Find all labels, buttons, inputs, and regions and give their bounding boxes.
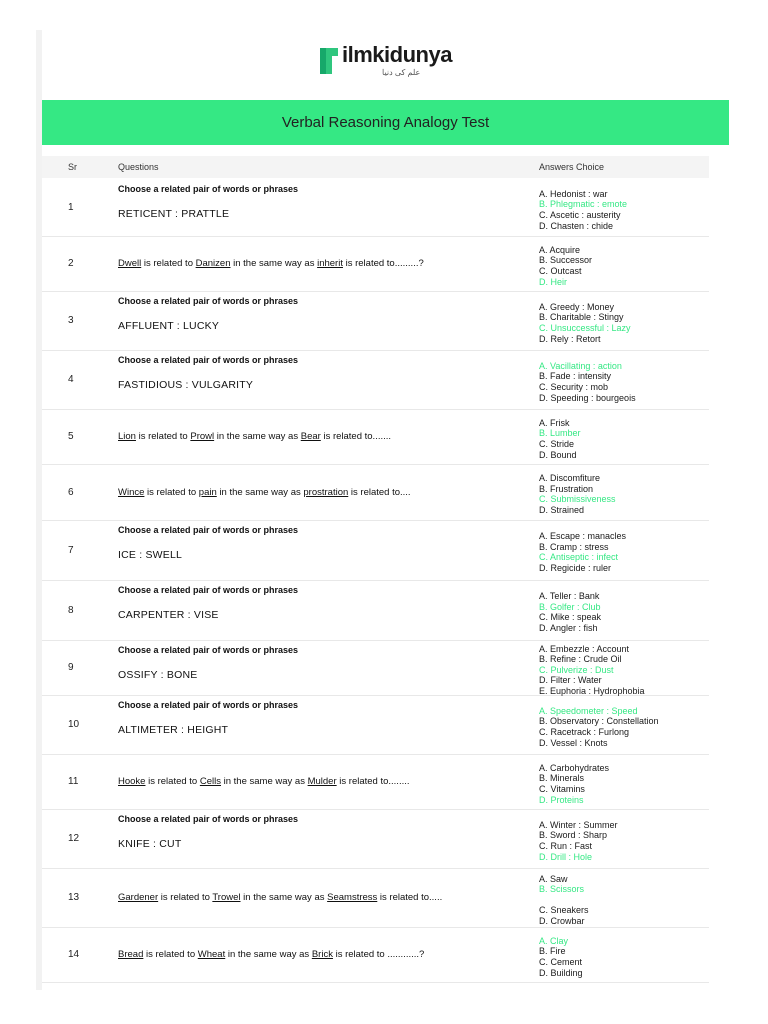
correct-answer-option: C. Pulverize : Dust xyxy=(539,664,614,675)
underlined-term: Hooke xyxy=(118,776,146,787)
table-row xyxy=(42,180,709,237)
question-number: 1 xyxy=(68,202,74,213)
underlined-term: Prowl xyxy=(190,431,215,442)
word-pair: ICE : SWELL xyxy=(118,549,183,561)
question-number: 12 xyxy=(68,833,80,844)
answer-option: C. Ascetic : austerity xyxy=(539,209,621,220)
answer-option: D. Speeding : bourgeois xyxy=(539,392,636,403)
table-row xyxy=(42,869,709,928)
answer-option: D. Crowbar xyxy=(539,915,585,926)
table-row xyxy=(42,351,709,410)
answer-choices xyxy=(539,361,636,403)
answer-option: B. Minerals xyxy=(539,773,585,784)
answer-option: A. Discomfiture xyxy=(539,473,601,484)
question-text: Lion is related to Prowl in the same way as Bear is related to....... xyxy=(118,431,392,442)
answer-option: B. Cramp : stress xyxy=(539,541,609,552)
question-number: 8 xyxy=(68,604,74,616)
underlined-term: Dwell xyxy=(118,258,142,269)
answer-choices xyxy=(539,644,645,697)
answer-option: C. Sneakers xyxy=(539,905,589,916)
answer-option: C. Mike : speak xyxy=(539,612,602,623)
table-row xyxy=(42,237,709,292)
question-text xyxy=(118,700,498,736)
question-text xyxy=(118,645,498,681)
answer-choices xyxy=(539,531,626,573)
question-number: 2 xyxy=(68,258,74,269)
question-text: Wince is related to pain in the same way as prostration is related to.... xyxy=(118,486,411,498)
answer-option: C. Outcast xyxy=(539,265,582,276)
answer-option: C. Racetrack : Furlong xyxy=(539,726,630,737)
answer-option: A. Carbohydrates xyxy=(539,762,610,773)
table-row xyxy=(42,641,709,696)
title-banner xyxy=(42,100,729,145)
correct-answer-option: B. Scissors xyxy=(539,884,585,895)
answer-choices xyxy=(539,473,616,515)
question-text xyxy=(118,814,498,850)
table-row xyxy=(42,696,709,755)
question-stem: Choose a related pair of words or phrases xyxy=(118,700,299,710)
question-number: 11 xyxy=(68,776,79,787)
header-answers: Answers Choice xyxy=(539,162,605,172)
word-pair: AFFLUENT : LUCKY xyxy=(118,320,220,332)
question-stem: Choose a related pair of words or phrases xyxy=(118,585,299,595)
question-stem: Choose a related pair of words or phrases xyxy=(118,355,299,365)
underlined-term: Brick xyxy=(311,949,333,960)
page-title: Verbal Reasoning Analogy Test xyxy=(281,114,490,131)
logo-wordmark: ilmkidunya xyxy=(342,42,452,67)
word-pair: RETICENT : PRATTLE xyxy=(118,208,230,220)
correct-answer-option: B. Golfer : Club xyxy=(539,601,601,612)
answer-option: C. Stride xyxy=(539,438,575,449)
question-text: Hooke is related to Cells in the same way as Mulder is related to........ xyxy=(118,776,410,787)
correct-answer-option: D. Drill : Hole xyxy=(539,851,593,862)
answer-option: C. Cement xyxy=(539,956,583,967)
correct-answer-option: D. Proteins xyxy=(539,794,584,805)
question-text: Dwell is related to Danizen in the same way as inherit is related to.........? xyxy=(118,258,424,269)
correct-answer-option: A. Clay xyxy=(539,935,569,946)
answer-option: D. Regicide : ruler xyxy=(539,563,612,574)
answer-option: B. Fade : intensity xyxy=(539,371,612,382)
underlined-term: Gardener xyxy=(118,892,159,903)
answer-option: B. Fire xyxy=(539,946,566,957)
correct-answer-option: A. Vacillating : action xyxy=(539,360,622,371)
answer-option: D. Building xyxy=(539,967,583,978)
answer-choices xyxy=(539,763,609,805)
answer-option: C. Vitamins xyxy=(539,783,585,794)
answer-choices xyxy=(539,820,618,862)
answer-choices xyxy=(539,706,659,748)
question-number: 10 xyxy=(68,719,80,730)
question-text xyxy=(118,585,498,621)
answer-choices xyxy=(539,245,592,287)
underlined-term: Wheat xyxy=(197,949,226,960)
answer-option: B. Sword : Sharp xyxy=(539,830,608,841)
question-number: 3 xyxy=(68,315,74,326)
table-row xyxy=(42,928,709,983)
answer-option: B. Refine : Crude Oil xyxy=(539,654,622,665)
question-number: 6 xyxy=(68,486,74,498)
answer-option: A. Teller : Bank xyxy=(539,591,600,602)
word-pair: FASTIDIOUS : VULGARITY xyxy=(118,379,254,391)
underlined-term: prostration xyxy=(303,486,349,498)
answer-option: D. Rely : Retort xyxy=(539,333,601,344)
answer-option: A. Acquire xyxy=(539,244,581,255)
correct-answer-option: B. Phlegmatic : emote xyxy=(539,199,628,210)
answer-option: D. Filter : Water xyxy=(539,675,602,686)
correct-answer-option: C. Antiseptic : infect xyxy=(539,552,619,563)
question-stem: Choose a related pair of words or phrases xyxy=(118,645,299,655)
table-row xyxy=(42,292,709,351)
question-number: 5 xyxy=(68,431,74,442)
site-logo[interactable] xyxy=(318,42,458,92)
answer-option: B. Successor xyxy=(539,255,593,266)
question-number: 7 xyxy=(68,544,74,556)
correct-answer-option: C. Submissiveness xyxy=(539,494,616,505)
underlined-term: Cells xyxy=(199,776,221,787)
answer-option: C. Run : Fast xyxy=(539,840,593,851)
word-pair: ALTIMETER : HEIGHT xyxy=(118,724,229,736)
question-number: 14 xyxy=(68,949,80,960)
answer-option: B. Frustration xyxy=(539,483,594,494)
word-pair: OSSIFY : BONE xyxy=(118,669,198,681)
word-pair: KNIFE : CUT xyxy=(118,838,182,850)
question-stem: Choose a related pair of words or phrases xyxy=(118,184,299,194)
answer-choices xyxy=(539,302,631,344)
underlined-term: Mulder xyxy=(307,776,337,787)
answer-option: A. Winter : Summer xyxy=(539,819,618,830)
answer-choices xyxy=(539,936,583,978)
answer-option: D. Bound xyxy=(539,449,577,460)
word-pair: CARPENTER : VISE xyxy=(118,609,219,621)
answer-option: A. Greedy : Money xyxy=(539,301,615,312)
correct-answer-option: D. Heir xyxy=(539,276,568,287)
answer-option: E. Euphoria : Hydrophobia xyxy=(539,685,645,696)
answer-option: D. Strained xyxy=(539,505,585,516)
answer-option: A. Hedonist : war xyxy=(539,188,608,199)
correct-answer-option: A. Speedometer : Speed xyxy=(539,705,638,716)
answer-option: A. Embezzle : Account xyxy=(539,643,630,654)
questions-table xyxy=(42,180,709,983)
underlined-term: pain xyxy=(198,486,217,498)
header-sr: Sr xyxy=(68,162,77,172)
question-text xyxy=(118,296,498,332)
underlined-term: inherit xyxy=(317,258,343,269)
answer-choices xyxy=(539,418,581,460)
table-row xyxy=(42,755,709,810)
question-number: 4 xyxy=(68,374,74,385)
answer-option: A. Saw xyxy=(539,873,568,884)
answer-option: C. Security : mob xyxy=(539,381,609,392)
correct-answer-option: C. Unsuccessful : Lazy xyxy=(539,322,631,333)
question-stem: Choose a related pair of words or phrases xyxy=(118,296,299,306)
question-number: 9 xyxy=(68,662,74,673)
question-number: 13 xyxy=(68,892,80,903)
table-row xyxy=(42,465,709,521)
table-header xyxy=(42,156,709,178)
answer-option: D. Chasten : chide xyxy=(539,220,614,231)
header-questions: Questions xyxy=(118,162,159,172)
table-row xyxy=(42,810,709,869)
answer-choices xyxy=(539,189,627,231)
underlined-term: Bear xyxy=(300,431,321,442)
question-text xyxy=(118,184,498,220)
table-row xyxy=(42,521,709,581)
answer-choices xyxy=(539,591,601,633)
question-text: Gardener is related to Trowel in the same way as Seamstress is related to..... xyxy=(118,892,443,903)
question-stem: Choose a related pair of words or phrases xyxy=(118,525,299,535)
underlined-term: Lion xyxy=(118,431,136,442)
answer-choices xyxy=(539,874,589,927)
question-stem: Choose a related pair of words or phrases xyxy=(118,814,299,824)
table-row xyxy=(42,581,709,641)
underlined-term: Wince xyxy=(118,486,145,498)
answer-option: D. Vessel : Knots xyxy=(539,737,608,748)
book-logo-icon xyxy=(318,44,340,78)
answer-option: D. Angler : fish xyxy=(539,623,598,634)
answer-option: A. Frisk xyxy=(539,417,570,428)
question-text xyxy=(118,355,498,391)
underlined-term: Bread xyxy=(118,949,144,960)
underlined-term: Seamstress xyxy=(327,892,378,903)
logo-subtitle: علم کی دنیا xyxy=(382,68,421,77)
answer-option: B. Charitable : Stingy xyxy=(539,312,624,323)
question-text xyxy=(118,525,498,561)
answer-option xyxy=(539,895,589,906)
underlined-term: Trowel xyxy=(212,892,241,903)
question-text: Bread is related to Wheat in the same way as Brick is related to ............? xyxy=(118,949,425,960)
table-row xyxy=(42,410,709,465)
answer-option: B. Observatory : Constellation xyxy=(539,716,659,727)
answer-option: A. Escape : manacles xyxy=(539,531,627,542)
correct-answer-option: B. Lumber xyxy=(539,428,581,439)
underlined-term: Danizen xyxy=(195,258,231,269)
